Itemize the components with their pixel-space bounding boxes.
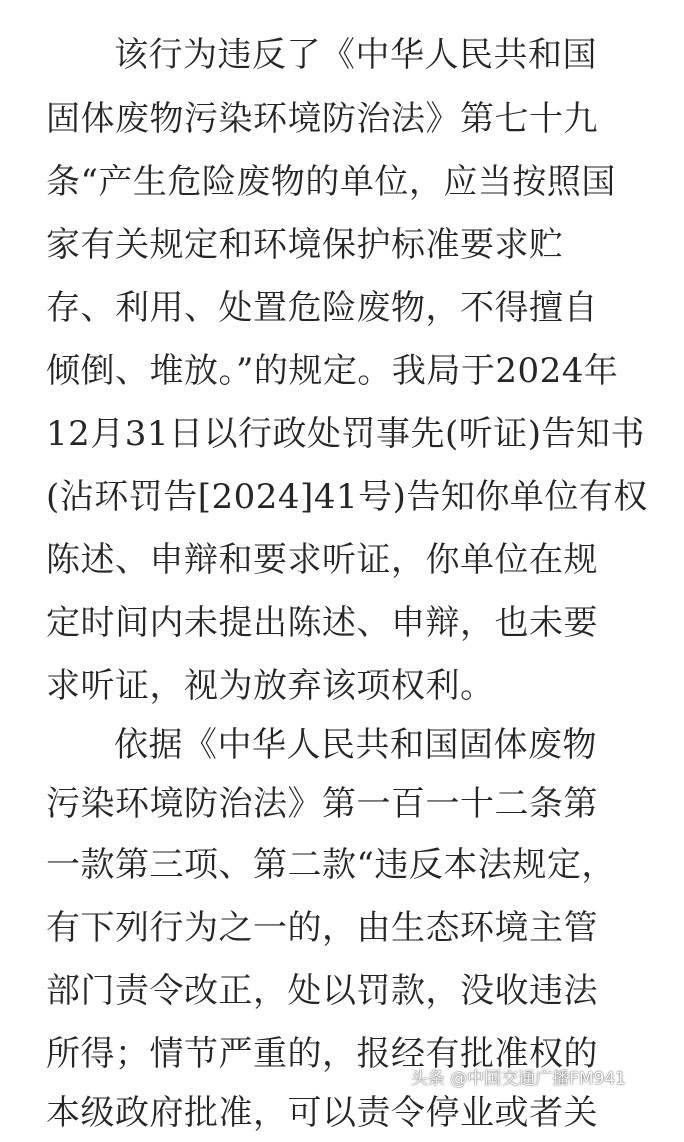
paragraph-1-line-8: (沾环罚告[2024]41号)告知你单位有权 [46,477,648,517]
paragraph-1-line-1: 该行为违反了《中华人民共和国 [114,35,597,75]
paragraph-2-line-1: 依据《中华人民共和国固体废物 [114,725,597,765]
paragraph-1-line-2: 固体废物污染环境防治法》第七十九 [46,99,598,139]
paragraph-1-line-9: 陈述、申辩和要求听证，你单位在规 [46,540,598,580]
paragraph-1-line-10: 定时间内未提出陈述、申辩，也未要 [46,603,598,643]
paragraph-2-line-5: 部门责令改正，处以罚款，没收违法 [46,971,598,1011]
paragraph-1-line-5: 存、利用、处置危险废物，不得擅自 [46,288,598,328]
paragraph-2-line-4: 有下列行为之一的，由生态环境主管 [46,908,598,948]
paragraph-2-line-7: 本级政府批准，可以责令停业或者关 [46,1093,598,1133]
paragraph-2-line-6: 所得；情节严重的，报经有批准权的 [46,1034,598,1074]
paragraph-2-line-2: 污染环境防治法》第一百一十二条第 [46,784,598,824]
paragraph-1-line-3: 条“产生危险废物的单位，应当按照国 [46,162,616,202]
paragraph-1-line-6: 倾倒、堆放。”的规定。我局于2024年 [46,351,619,391]
paragraph-1-line-11: 求听证，视为放弃该项权利。 [46,666,495,706]
paragraph-2-line-3: 一款第三项、第二款“违反本法规定， [46,845,616,885]
paragraph-1-line-4: 家有关规定和环境保护标准要求贮 [46,225,564,265]
watermark: 头条 @中国交通广播FM941 [410,1069,626,1089]
paragraph-1-line-7: 12月31日以行政处罚事先(听证)告知书 [46,414,646,454]
